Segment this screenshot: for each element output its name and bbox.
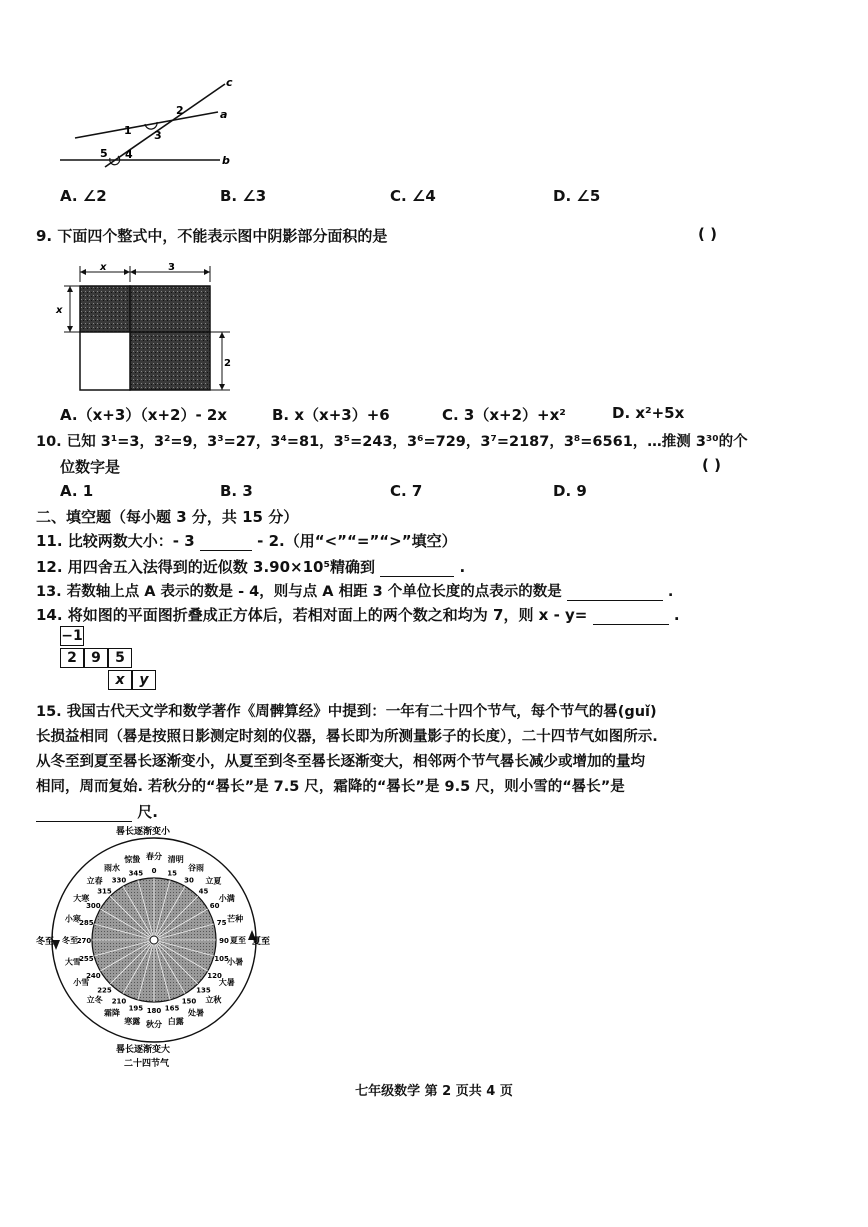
dial-term-name: 立夏 xyxy=(205,876,222,886)
dial-term-degree: 210 xyxy=(111,997,127,1006)
net-cell-6: y xyxy=(132,670,156,690)
section-fill-in-title: 二、填空题（每小题 3 分，共 15 分） xyxy=(36,508,299,526)
dial-term-name: 小寒 xyxy=(64,914,81,924)
q14-part1: 14. 将如图的平面图折叠成正方体后，若相对面上的两个数之和均为 7，则 x - y= xyxy=(36,606,588,624)
q10-answer-paren[interactable]: ( ) xyxy=(702,456,721,474)
label-1: 1 xyxy=(124,124,132,137)
dial-term-degree: 195 xyxy=(128,1004,144,1013)
dial-term-degree: 90 xyxy=(219,937,229,945)
dial-term-name: 立春 xyxy=(86,876,103,886)
net-cell-5: x xyxy=(108,670,132,690)
q9-option-d[interactable]: D. x²+5x xyxy=(612,404,685,422)
label-4: 4 xyxy=(125,148,133,161)
label-3: 3 xyxy=(154,129,162,142)
q9-answer-paren[interactable]: ( ) xyxy=(698,225,717,243)
dial-term-name: 寒露 xyxy=(124,1017,141,1027)
dial-term-degree: 315 xyxy=(97,887,112,896)
q12-part2: . xyxy=(459,558,466,576)
label-c: c xyxy=(226,76,233,89)
q14-blank[interactable] xyxy=(593,610,669,625)
q13-part1: 13. 若数轴上点 A 表示的数是 - 4，则与点 A 相距 3 个单位长度的点表示的数是 xyxy=(36,584,562,600)
q9-area-figure xyxy=(52,258,237,394)
q8-option-c[interactable]: C. ∠4 xyxy=(390,187,436,205)
net-cell-4: 5 xyxy=(108,648,132,668)
q8-option-d[interactable]: D. ∠5 xyxy=(553,187,601,205)
dial-term-name: 大雪 xyxy=(64,957,81,967)
dial-hub xyxy=(150,936,158,944)
q14-line xyxy=(36,604,680,625)
q10-option-a[interactable]: A. 1 xyxy=(60,482,94,500)
dial-term-degree: 165 xyxy=(164,1004,180,1013)
dial-term-name: 惊蛰 xyxy=(124,854,141,864)
dial-term-name: 夏至 xyxy=(230,936,246,945)
label-a: a xyxy=(220,108,228,121)
q12-blank[interactable] xyxy=(380,562,454,577)
dial-term-name: 小满 xyxy=(218,894,235,903)
label-2: 2 xyxy=(176,104,184,117)
q8-angle-figure xyxy=(50,72,240,172)
dial-term-name: 冬至 xyxy=(62,936,78,945)
q13-blank[interactable] xyxy=(567,586,663,601)
q10-stem-line2: 位数字是 xyxy=(60,458,121,476)
dial-term-name: 处暑 xyxy=(188,1008,204,1018)
q9-stem: 9. 下面四个整式中，不能表示图中阴影部分面积的是 xyxy=(36,227,388,245)
q15-line1: 15. 我国古代天文学和数学著作《周髀算经》中提到：一年有二十四个节气，每个节气的晷(guǐ) xyxy=(36,704,657,720)
dial-term-name: 清明 xyxy=(167,854,184,864)
q10-option-c[interactable]: C. 7 xyxy=(390,482,423,500)
dial-term-name: 雨水 xyxy=(104,863,120,873)
dial-term-name: 霜降 xyxy=(104,1008,120,1018)
q15-line5 xyxy=(36,801,158,822)
dial-term-degree: 120 xyxy=(207,972,222,980)
dial-term-degree: 15 xyxy=(167,869,177,878)
dial-term-degree: 345 xyxy=(128,869,144,878)
dial-caption: 二十四节气 xyxy=(124,1059,170,1069)
q15-unit: 尺. xyxy=(137,803,158,821)
q8-option-b[interactable]: B. ∠3 xyxy=(220,187,267,205)
q15-line3: 从冬至到夏至晷长逐渐变小，从夏至到冬至晷长逐渐变大，相邻两个节气晷长减少或增加的量均 xyxy=(36,754,645,770)
dial-term-degree: 0 xyxy=(151,867,157,875)
q11-line xyxy=(36,530,457,551)
dim-3-top: 3 xyxy=(168,262,175,273)
dial-term-name: 立秋 xyxy=(205,995,222,1005)
q13-part2: . xyxy=(667,584,674,600)
dial-term-name: 芒种 xyxy=(227,914,244,924)
dial-term-degree: 75 xyxy=(216,918,227,927)
q8-option-a[interactable]: A. ∠2 xyxy=(60,187,107,205)
dial-term-degree: 180 xyxy=(146,1007,162,1015)
q9-option-c[interactable]: C. 3（x+2）+x² xyxy=(442,406,566,424)
dial-term-degree: 300 xyxy=(86,902,101,910)
dial-left-label: 冬至 xyxy=(36,937,55,947)
dial-right-label: 夏至 xyxy=(252,937,271,947)
dim-x-left: x xyxy=(56,305,63,316)
q14-cube-net xyxy=(60,626,170,692)
dial-term-name: 小暑 xyxy=(227,957,244,967)
q9-option-b[interactable]: B. x（x+3）+6 xyxy=(272,406,390,424)
dial-top-label: 晷长逐渐变小 xyxy=(116,827,171,837)
q12-line xyxy=(36,556,465,577)
net-cell-3: 9 xyxy=(84,648,108,668)
dial-term-name: 春分 xyxy=(146,852,162,861)
dial-term-degree: 270 xyxy=(76,937,92,945)
q15-blank[interactable] xyxy=(36,807,132,822)
net-cell-1: −1 xyxy=(61,628,83,644)
dial-term-name: 谷雨 xyxy=(188,863,204,873)
dial-term-degree: 105 xyxy=(214,955,229,964)
dial-term-degree: 240 xyxy=(86,972,101,980)
dim-x-top: x xyxy=(100,262,107,273)
dim-2-right: 2 xyxy=(224,358,231,369)
dial-term-degree: 45 xyxy=(198,887,209,896)
q15-line4: 相同，周而复始. 若秋分的“晷长”是 7.5 尺，霜降的“晷长”是 9.5 尺，则小雪的“晷长”是 xyxy=(36,779,625,795)
net-cell-2: 2 xyxy=(60,648,84,668)
q12-part1: 12. 用四舍五入法得到的近似数 3.90×10⁵精确到 xyxy=(36,558,376,576)
dial-term-name: 小雪 xyxy=(73,978,90,987)
page-footer: 七年级数学 第 2 页共 4 页 xyxy=(355,1084,513,1099)
q10-stem-line1: 10. 已知 3¹=3，3²=9，3³=27，3⁴=81，3⁵=243，3⁶=729，3⁷=2187，3⁸=6561，…推测 3³⁰的个 xyxy=(36,434,748,450)
dial-bottom-label: 晷长逐渐变大 xyxy=(116,1045,171,1055)
q11-blank[interactable] xyxy=(200,536,252,551)
q10-option-d[interactable]: D. 9 xyxy=(553,482,587,500)
dial-term-name: 大寒 xyxy=(73,894,90,903)
dial-term-degree: 135 xyxy=(196,986,211,995)
q11-part1: 11. 比较两数大小：- 3 xyxy=(36,532,195,550)
label-5: 5 xyxy=(100,147,108,160)
dial-term-degree: 255 xyxy=(79,955,94,964)
q14-part2: . xyxy=(673,606,680,624)
label-b: b xyxy=(222,154,230,167)
solar-terms-dial xyxy=(34,822,274,1072)
dial-term-name: 立冬 xyxy=(86,995,103,1005)
dial-term-degree: 285 xyxy=(79,918,94,927)
dial-term-degree: 225 xyxy=(97,986,112,995)
dial-term-name: 大暑 xyxy=(218,978,235,987)
dial-term-name: 白露 xyxy=(167,1017,184,1027)
dial-term-degree: 30 xyxy=(184,876,194,885)
dial-term-name: 秋分 xyxy=(146,1020,162,1029)
q10-option-b[interactable]: B. 3 xyxy=(220,482,253,500)
q13-line xyxy=(36,580,673,601)
dial-term-degree: 330 xyxy=(111,876,127,885)
q9-option-a[interactable]: A.（x+3）（x+2）- 2x xyxy=(60,406,228,424)
q11-part2: - 2.（用“<”“=”“>”填空） xyxy=(257,532,457,550)
dial-term-degree: 60 xyxy=(209,902,220,910)
dial-term-degree: 150 xyxy=(181,997,197,1006)
q15-line2: 长损益相同（晷是按照日影测定时刻的仪器，晷长即为所测量影子的长度），二十四节气如图所示. xyxy=(36,729,658,745)
